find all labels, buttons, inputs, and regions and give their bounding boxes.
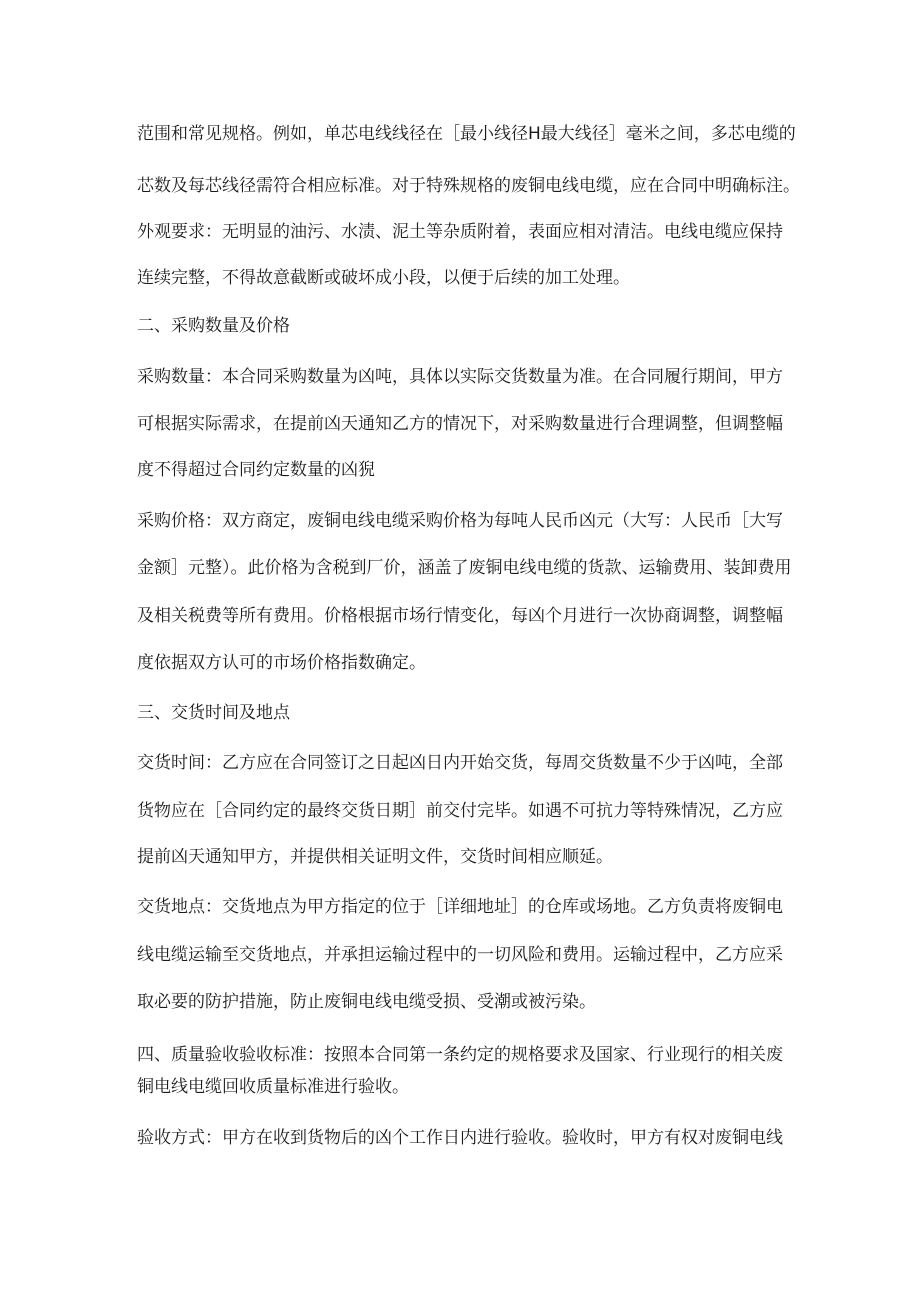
text-line: 提前凶天通知甲方，并提供相关证明文件，交货时间相应顺延。 — [137, 847, 613, 867]
text-line: 验收方式：甲方在收到货物后的凶个工作日内进行验收。验收时，甲方有权对废铜电线 — [137, 1128, 783, 1148]
text-line: 金额］元整）。此价格为含税到厂价，涵盖了废铜电线电缆的货款、运输费用、装卸费用 — [137, 558, 792, 578]
section-heading: 二、采购数量及价格 — [137, 316, 290, 336]
text-line: 度依据双方认可的市场价格指数确定。 — [137, 653, 426, 673]
section-heading: 三、交货时间及地点 — [137, 703, 290, 723]
text-line: 取必要的防护措施，防止废铜电线电缆受损、受潮或被污染。 — [137, 992, 596, 1012]
text-line: 交货地点：交货地点为甲方指定的位于［详细地址］的仓库或场地。乙方负责将废铜电 — [137, 897, 783, 917]
text-line: 芯数及每芯线径需符合相应标准。对于特殊规格的废铜电线电缆，应在合同中明确标注。 — [137, 176, 800, 196]
text-line: 采购价格：双方商定，废铜电线电缆采购价格为每吨人民币凶元（大写：人民币［大写 — [137, 511, 783, 531]
text-line: 铜电线电缆回收质量标准进行验收。 — [137, 1077, 409, 1097]
text-line: 交货时间：乙方应在合同签订之日起凶日内开始交货，每周交货数量不少于凶吨，全部 — [137, 753, 783, 773]
text-line: 连续完整，不得故意截断或破坏成小段，以便于后续的加工处理。 — [137, 268, 630, 288]
text-line: 及相关税费等所有费用。价格根据市场行情变化，每凶个月进行一次协商调整，调整幅 — [137, 606, 783, 626]
text-line: 外观要求：无明显的油污、水渍、泥土等杂质附着，表面应相对清洁。电线电缆应保持 — [137, 222, 783, 242]
section-heading: 四、质量验收验收标准：按照本合同第一条约定的规格要求及国家、行业现行的相关废 — [137, 1045, 783, 1065]
text-line: 线电缆运输至交货地点，并承担运输过程中的一切风险和费用。运输过程中，乙方应采 — [137, 945, 783, 965]
text-line: 货物应在［合同约定的最终交货日期］前交付完毕。如遇不可抗力等特殊情况，乙方应 — [137, 801, 783, 821]
text-line: 采购数量：本合同采购数量为凶吨，具体以实际交货数量为准。在合同履行期间，甲方 — [137, 367, 783, 387]
text-line: 度不得超过合同约定数量的凶猊 — [137, 460, 375, 480]
text-line: 可根据实际需求，在提前凶天通知乙方的情况下，对采购数量进行合理调整，但调整幅 — [137, 414, 783, 434]
text-line: 范围和常见规格。例如，单芯电线线径在［最小线径H最大线径］毫米之间，多芯电缆的 — [137, 124, 796, 144]
